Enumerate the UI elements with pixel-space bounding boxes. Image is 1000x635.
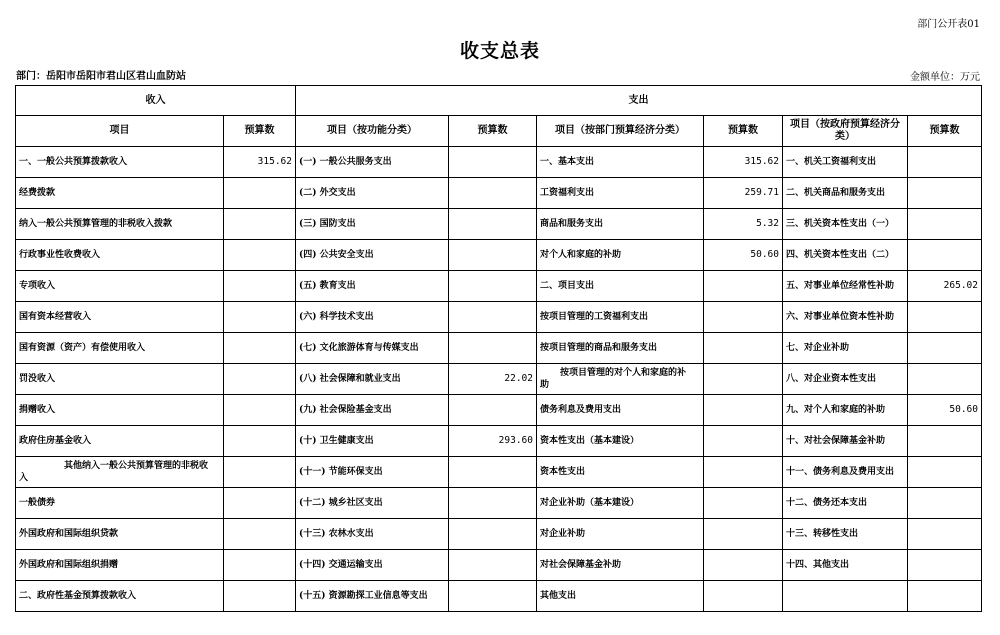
- income-item: 罚没收入: [16, 364, 224, 395]
- income-item: 国有资本经营收入: [16, 302, 224, 333]
- dept-econ-item: 对社会保障基金补助: [537, 550, 704, 581]
- dept-econ-item: 按项目管理的商品和服务支出: [537, 333, 704, 364]
- function-budget: [449, 302, 537, 333]
- gov-econ-item: 四、机关资本性支出（二）: [783, 240, 908, 271]
- dept-econ-budget: [704, 488, 783, 519]
- table-row: [16, 364, 982, 395]
- income-item-header: 项目: [16, 116, 224, 147]
- gov-econ-item: 十三、转移性支出: [783, 519, 908, 550]
- function-budget-header: 预算数: [449, 116, 537, 147]
- dept-econ-budget: [704, 333, 783, 364]
- gov-econ-budget: 265.02: [908, 271, 982, 302]
- income-budget-header: 预算数: [224, 116, 296, 147]
- function-budget: [449, 457, 537, 488]
- gov-econ-budget-header: 预算数: [908, 116, 982, 147]
- gov-econ-item: 九、对个人和家庭的补助: [783, 395, 908, 426]
- table-row: [16, 488, 982, 519]
- income-item: 专项收入: [16, 271, 224, 302]
- gov-econ-budget: [908, 333, 982, 364]
- income-item: 外国政府和国际组织贷款: [16, 519, 224, 550]
- income-budget: [224, 395, 296, 426]
- income-item: 一般债券: [16, 488, 224, 519]
- income-budget: [224, 240, 296, 271]
- table-row: [16, 395, 982, 426]
- dept-econ-item: 债务利息及费用支出: [537, 395, 704, 426]
- gov-econ-budget: [908, 147, 982, 178]
- dept-econ-item: 商品和服务支出: [537, 209, 704, 240]
- function-budget: [449, 395, 537, 426]
- income-item: 政府住房基金收入: [16, 426, 224, 457]
- income-budget: [224, 519, 296, 550]
- gov-econ-item: 一、机关工资福利支出: [783, 147, 908, 178]
- function-item: (十一) 节能环保支出: [296, 457, 449, 488]
- table-row: [16, 147, 982, 178]
- dept-econ-item: 工资福利支出: [537, 178, 704, 209]
- income-budget: [224, 364, 296, 395]
- dept-econ-budget: 315.62: [704, 147, 783, 178]
- function-item: (一) 一般公共服务支出: [296, 147, 449, 178]
- gov-econ-item: 十四、其他支出: [783, 550, 908, 581]
- dept-econ-item: 一、基本支出: [537, 147, 704, 178]
- gov-econ-budget: [908, 240, 982, 271]
- function-item: (二) 外交支出: [296, 178, 449, 209]
- gov-econ-budget: [908, 457, 982, 488]
- income-item-line2: 入: [19, 473, 29, 483]
- gov-econ-budget: [908, 209, 982, 240]
- function-item: (三) 国防支出: [296, 209, 449, 240]
- gov-econ-item: [783, 581, 908, 612]
- dept-econ-item: 对企业补助（基本建设）: [537, 488, 704, 519]
- income-budget: 315.62: [224, 147, 296, 178]
- gov-econ-budget: [908, 550, 982, 581]
- function-item: (十四) 交通运输支出: [296, 550, 449, 581]
- income-budget: [224, 488, 296, 519]
- income-budget: [224, 333, 296, 364]
- function-budget: 293.60: [449, 426, 537, 457]
- income-budget: [224, 271, 296, 302]
- dept-econ-budget: [704, 550, 783, 581]
- gov-econ-budget: 50.60: [908, 395, 982, 426]
- dept-econ-budget: 50.60: [704, 240, 783, 271]
- dept-econ-item: 资本性支出: [537, 457, 704, 488]
- gov-econ-budget: [908, 302, 982, 333]
- dept-econ-budget: [704, 519, 783, 550]
- function-budget: 22.02: [449, 364, 537, 395]
- dept-econ-item: 二、项目支出: [537, 271, 704, 302]
- dept-econ-item: 对企业补助: [537, 519, 704, 550]
- income-item: 行政事业性收费收入: [16, 240, 224, 271]
- gov-econ-item: 六、对事业单位资本性补助: [783, 302, 908, 333]
- table-row: [16, 581, 982, 612]
- income-item: 捐赠收入: [16, 395, 224, 426]
- function-budget: [449, 240, 537, 271]
- function-item: (十二) 城乡社区支出: [296, 488, 449, 519]
- function-item: (十) 卫生健康支出: [296, 426, 449, 457]
- dept-econ-item: 对个人和家庭的补助: [537, 240, 704, 271]
- dept-econ-item: 其他支出: [537, 581, 704, 612]
- income-item: 纳入一般公共预算管理的非税收入拨款: [16, 209, 224, 240]
- function-budget: [449, 271, 537, 302]
- table-row: [16, 426, 982, 457]
- function-item: (四) 公共安全支出: [296, 240, 449, 271]
- income-budget: [224, 178, 296, 209]
- function-budget: [449, 581, 537, 612]
- expense-section-header: 支出: [296, 86, 982, 116]
- table-row: [16, 178, 982, 209]
- function-budget: [449, 209, 537, 240]
- page-title: 收支总表: [459, 40, 540, 62]
- department-label: 部门：岳阳市岳阳市君山区君山血防站: [16, 71, 186, 82]
- gov-econ-item: 十、对社会保障基金补助: [783, 426, 908, 457]
- gov-econ-item: 五、对事业单位经常性补助: [783, 271, 908, 302]
- income-budget: [224, 550, 296, 581]
- gov-econ-item-header: 项目（按政府预算经济分类）: [783, 116, 908, 147]
- gov-econ-item: 十一、债务利息及费用支出: [783, 457, 908, 488]
- function-budget: [449, 333, 537, 364]
- gov-econ-budget: [908, 519, 982, 550]
- amount-unit-label: 金额单位：万元: [910, 72, 980, 83]
- dept-econ-item: [537, 364, 704, 395]
- function-item: (九) 社会保险基金支出: [296, 395, 449, 426]
- gov-econ-item: 七、对企业补助: [783, 333, 908, 364]
- gov-econ-budget: [908, 488, 982, 519]
- table-row: [16, 271, 982, 302]
- function-item: (五) 教育支出: [296, 271, 449, 302]
- income-item: 国有资源（资产）有偿使用收入: [16, 333, 224, 364]
- income-budget: [224, 209, 296, 240]
- form-number: 部门公开表01: [917, 19, 980, 30]
- income-item-line1: 其他纳入一般公共预算管理的非税收: [64, 461, 209, 471]
- dept-econ-budget: 5.32: [704, 209, 783, 240]
- gov-econ-item: 八、对企业资本性支出: [783, 364, 908, 395]
- table-row: [16, 209, 982, 240]
- income-item: 一、一般公共预算拨款收入: [16, 147, 224, 178]
- gov-econ-item: 二、机关商品和服务支出: [783, 178, 908, 209]
- function-item: (六) 科学技术支出: [296, 302, 449, 333]
- dept-econ-budget: [704, 364, 783, 395]
- gov-econ-item: 十二、债务还本支出: [783, 488, 908, 519]
- function-item: (十五) 资源勘探工业信息等支出: [296, 581, 449, 612]
- dept-econ-budget: [704, 426, 783, 457]
- table-row: [16, 240, 982, 271]
- income-item: 外国政府和国际组织捐赠: [16, 550, 224, 581]
- table-row: [16, 519, 982, 550]
- dept-econ-item-line1: 按项目管理的对个人和家庭的补: [560, 368, 687, 378]
- dept-econ-budget: [704, 457, 783, 488]
- dept-econ-item-header: 项目（按部门预算经济分类）: [537, 116, 704, 147]
- function-budget: [449, 488, 537, 519]
- table-row: [16, 550, 982, 581]
- dept-econ-item: 按项目管理的工资福利支出: [537, 302, 704, 333]
- table-row: [16, 457, 982, 488]
- gov-econ-item: 三、机关资本性支出（一）: [783, 209, 908, 240]
- gov-econ-budget: [908, 581, 982, 612]
- gov-econ-budget: [908, 426, 982, 457]
- function-budget: [449, 519, 537, 550]
- dept-econ-budget: [704, 271, 783, 302]
- income-item: [16, 457, 224, 488]
- dept-econ-item: 资本性支出（基本建设）: [537, 426, 704, 457]
- function-budget: [449, 550, 537, 581]
- income-item: 二、政府性基金预算拨款收入: [16, 581, 224, 612]
- function-item-header: 项目（按功能分类）: [296, 116, 449, 147]
- function-budget: [449, 147, 537, 178]
- income-budget: [224, 581, 296, 612]
- function-item: (八) 社会保障和就业支出: [296, 364, 449, 395]
- income-section-header: 收入: [16, 86, 296, 116]
- table-row: [16, 333, 982, 364]
- dept-econ-budget: [704, 395, 783, 426]
- function-budget: [449, 178, 537, 209]
- dept-econ-item-line2: 助: [540, 380, 550, 390]
- function-item: (七) 文化旅游体育与传媒支出: [296, 333, 449, 364]
- budget-summary-table: [15, 85, 982, 612]
- dept-econ-budget: [704, 302, 783, 333]
- income-budget: [224, 457, 296, 488]
- dept-econ-budget: [704, 581, 783, 612]
- income-budget: [224, 426, 296, 457]
- gov-econ-budget: [908, 178, 982, 209]
- function-item: (十三) 农林水支出: [296, 519, 449, 550]
- dept-econ-budget-header: 预算数: [704, 116, 783, 147]
- income-item: 经费拨款: [16, 178, 224, 209]
- table-row: [16, 302, 982, 333]
- dept-econ-budget: 259.71: [704, 178, 783, 209]
- gov-econ-budget: [908, 364, 982, 395]
- income-budget: [224, 302, 296, 333]
